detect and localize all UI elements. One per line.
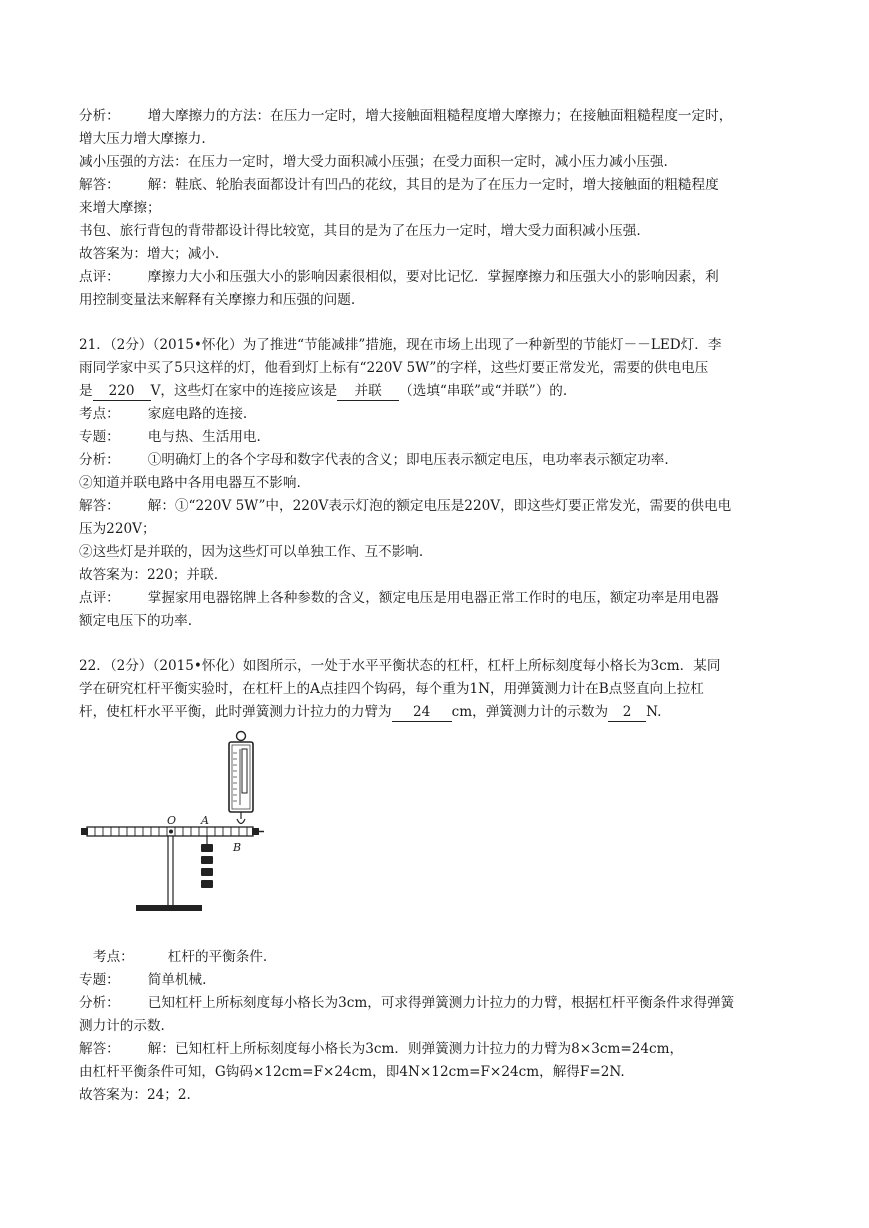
q21-stem-3: 是 220 V，这些灯在家中的连接应该是 并联 （选填“串联”或“并联”）的. <box>79 383 568 399</box>
label-a: A <box>201 814 209 827</box>
q22-answer-blank-2: 2 <box>608 703 646 722</box>
q22-analysis: 分析： 已知杠杆上所标刻度每小格长为3cm，可求得弹簧测力计拉力的力臂，根据杠杆平衡条件求得弹簧 <box>79 992 799 1014</box>
q20-comment: 点评： 摩擦力大小和压强大小的影响因素很相似，要对比记忆．掌握摩擦力和压强大小的影响因素，利 <box>79 266 799 288</box>
q22-answer-blank-1: 24 <box>392 703 452 722</box>
q21-topic: 专题： 电与热、生活用电. <box>79 426 799 448</box>
q20-solution-cont: 来增大摩擦； <box>79 200 161 216</box>
q20-answer: 故答案为：增大；减小. <box>79 246 220 262</box>
q21-comment: 点评： 掌握家用电器铭牌上各种参数的含义，额定电压是用电器正常工作时的电压，额定功率是用电器 <box>79 587 799 609</box>
q20-solution: 解答： 解：鞋底、轮胎表面都设计有凹凸的花纹，其目的是为了在压力一定时，增大接触面的粗糙程度 <box>79 174 799 196</box>
q21-comment-cont: 额定电压下的功率. <box>79 613 193 629</box>
label: 解答： <box>79 498 120 514</box>
label: 分析： <box>79 108 120 124</box>
label: 解答： <box>79 177 120 193</box>
label: 点评： <box>79 269 120 285</box>
q21-stem-2: 雨同学家中买了5只这样的灯，他看到灯上标有“220V 5W”的字样，这些灯要正常发光，需要的供电电压 <box>79 360 709 376</box>
q21-solution-cont-2: ②这些灯是并联的，因为这些灯可以单独工作、互不影响. <box>79 544 424 560</box>
label: 考点： <box>93 949 134 965</box>
q22-topic: 专题： 简单机械. <box>79 969 799 991</box>
q21-answer-blank-1: 220 <box>93 382 151 401</box>
q22-solution: 解答： 解：已知杠杆上所标刻度每小格长为3cm．则弹簧测力计拉力的力臂为8×3cm=24cm， <box>79 1038 799 1060</box>
q20-solution-bag: 书包、旅行背包的背带都设计得比较宽，其目的是为了在压力一定时，增大受力面积减小压强. <box>79 223 641 239</box>
q22-solution-cont: 由杠杆平衡条件可知，G钩码×12cm=F×24cm，即4N×12cm=F×24cm，解得F=2N. <box>79 1064 625 1080</box>
q21-solution-cont: 压为220V； <box>79 521 156 537</box>
q20-analysis: 分析： 增大摩擦力的方法：在压力一定时，增大接触面粗糙程度增大摩擦力；在接触面粗糙程度一定时， <box>79 105 799 127</box>
label: 专题： <box>79 429 120 445</box>
q21-point: 考点： 家庭电路的连接. <box>79 403 799 425</box>
q22-point: 考点： 杠杆的平衡条件. <box>93 946 813 968</box>
hook-weights <box>201 836 213 888</box>
label: 解答： <box>79 1041 120 1057</box>
pivot-stand <box>136 830 202 912</box>
q22-analysis-cont: 测力计的示数. <box>79 1018 165 1034</box>
label: 专题： <box>79 972 120 988</box>
label: 分析： <box>79 452 120 468</box>
q22-stem-1: 22．（2分）（2015•怀化）如图所示，一处于水平平衡状态的杠杆，杠杆上所标刻度每小格长为3cm．某同 <box>79 658 721 674</box>
label-o: O <box>167 814 177 827</box>
spring-scale <box>229 732 253 824</box>
q21-answer: 故答案为：220；并联. <box>79 567 219 583</box>
q21-solution: 解答： 解：①“220V 5W”中，220V表示灯泡的额定电压是220V，即这些灯要正常发光，需要的供电电 <box>79 495 799 517</box>
q21-analysis: 分析： ①明确灯上的各个字母和数字代表的含义；即电压表示额定电压，电功率表示额定功率. <box>79 449 799 471</box>
q22-stem-3: 杆，使杠杆水平平衡，此时弹簧测力计拉力的力臂为 24 cm，弹簧测力计的示数为 2 N. <box>79 704 662 720</box>
label: 考点： <box>79 406 120 422</box>
label: 点评： <box>79 590 120 606</box>
q22-answer: 故答案为：24；2. <box>79 1087 191 1103</box>
q21-answer-blank-2: 并联 <box>337 382 399 401</box>
q20-comment-cont: 用控制变量法来解释有关摩擦力和压强的问题. <box>79 292 356 308</box>
q20-analysis-cont: 增大压力增大摩擦力. <box>79 131 206 147</box>
label-b: B <box>233 841 242 854</box>
q22-stem-2: 学在研究杠杆平衡实验时，在杠杆上的A点挂四个钩码，每个重为1N，用弹簧测力计在B点竖直向上拉杠 <box>79 681 704 697</box>
q20-analysis-pressure: 减小压强的方法：在压力一定时，增大受力面积减小压强；在受力面积一定时，减小压力减小压强. <box>79 154 668 170</box>
q21-stem-1: 21．（2分）（2015•怀化）为了推进“节能减排”措施，现在市场上出现了一种新型的节能灯－－LED灯．李 <box>79 337 722 353</box>
label: 分析： <box>79 995 120 1011</box>
q21-analysis-cont: ②知道并联电路中各用电器互不影响. <box>79 475 301 491</box>
lever-diagram <box>80 727 280 919</box>
